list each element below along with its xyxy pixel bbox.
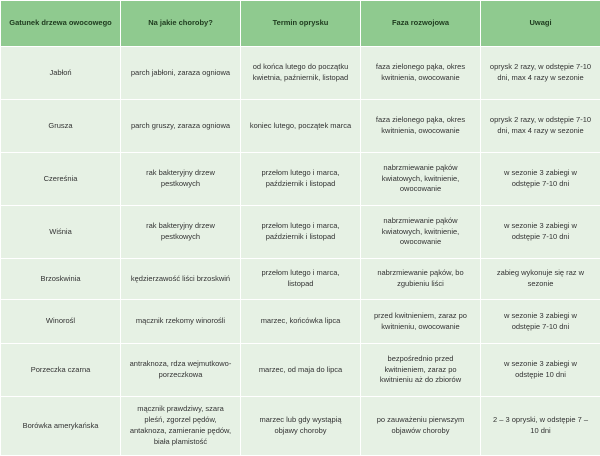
header-spray-timing: Termin oprysku: [241, 1, 361, 47]
cell-notes: w sezonie 3 zabiegi w odstępie 7-10 dni: [481, 206, 600, 259]
table-row: [1, 344, 600, 397]
cell-species: Borówka amerykańska: [1, 397, 121, 456]
cell-timing: koniec lutego, początek marca: [241, 100, 361, 153]
table-row: [1, 47, 600, 100]
cell-species: Czereśnia: [1, 153, 121, 206]
table-header: [1, 1, 600, 47]
cell-diseases: mącznik rzekomy winorośli: [121, 300, 241, 344]
cell-diseases: rak bakteryjny drzew pestkowych: [121, 153, 241, 206]
cell-phase: po zauważeniu pierwszym objawów choroby: [361, 397, 481, 456]
cell-diseases: parch jabłoni, zaraza ogniowa: [121, 47, 241, 100]
cell-notes: w sezonie 3 zabiegi w odstępie 7-10 dni: [481, 153, 600, 206]
cell-notes: w sezonie 3 zabiegi w odstępie 10 dni: [481, 344, 600, 397]
header-diseases: Na jakie choroby?: [121, 1, 241, 47]
cell-notes: oprysk 2 razy, w odstępie 7-10 dni, max 4 razy w sezonie: [481, 47, 600, 100]
cell-timing: marzec, końcówka lipca: [241, 300, 361, 344]
cell-diseases: antraknoza, rdza wejmutkowo-porzeczkowa: [121, 344, 241, 397]
cell-timing: od końca lutego do początku kwietnia, paźniernik, listopad: [241, 47, 361, 100]
header-row: [1, 1, 600, 47]
table-body: [1, 47, 600, 456]
cell-species: Brzoskwinia: [1, 259, 121, 300]
table-row: [1, 300, 600, 344]
table-row: [1, 397, 600, 456]
cell-diseases: kędzierzawość liści brzoskwiń: [121, 259, 241, 300]
header-tree-species: Gatunek drzewa owocowego: [1, 1, 121, 47]
table-row: [1, 206, 600, 259]
cell-species: Wiśnia: [1, 206, 121, 259]
cell-timing: marzec, od maja do lipca: [241, 344, 361, 397]
cell-species: Jabłoń: [1, 47, 121, 100]
table-row: [1, 259, 600, 300]
cell-diseases: mącznik prawdziwy, szara pleśń, zgorzel pędów, antaknoza, zamieranie pędów, biała plamistość: [121, 397, 241, 456]
cell-phase: nabrzmiewanie pąków kwiatowych, kwitnienie, owocowanie: [361, 153, 481, 206]
cell-species: Porzeczka czarna: [1, 344, 121, 397]
header-growth-phase: Faza rozwojowa: [361, 1, 481, 47]
cell-diseases: rak bakteryjny drzew pestkowych: [121, 206, 241, 259]
cell-notes: oprysk 2 razy, w odstępie 7-10 dni, max 4 razy w sezonie: [481, 100, 600, 153]
cell-species: Grusza: [1, 100, 121, 153]
cell-timing: przełom lutego i marca, listopad: [241, 259, 361, 300]
header-notes: Uwagi: [481, 1, 600, 47]
table-row: [1, 153, 600, 206]
cell-timing: przełom lutego i marca, październik i listopad: [241, 206, 361, 259]
cell-timing: przełom lutego i marca, październik i listopad: [241, 153, 361, 206]
cell-diseases: parch gruszy, zaraza ogniowa: [121, 100, 241, 153]
cell-phase: nabrzmiewanie pąków kwiatowych, kwitnienie, owocowanie: [361, 206, 481, 259]
cell-notes: 2 – 3 opryski, w odstępie 7 – 10 dni: [481, 397, 600, 456]
table-row: [1, 100, 600, 153]
cell-phase: bezpośrednio przed kwitnieniem, zaraz po kwitnieniu aż do zbiorów: [361, 344, 481, 397]
cell-phase: faza zielonego pąka, okres kwitnienia, owocowanie: [361, 100, 481, 153]
cell-notes: w sezonie 3 zabiegi w odstępie 7-10 dni: [481, 300, 600, 344]
cell-species: Winorośl: [1, 300, 121, 344]
cell-phase: nabrzmiewanie pąków, bo zgubieniu liści: [361, 259, 481, 300]
cell-timing: marzec lub gdy wystąpią objawy choroby: [241, 397, 361, 456]
cell-notes: zabieg wykonuje się raz w sezonie: [481, 259, 600, 300]
cell-phase: faza zielonego pąka, okres kwitnienia, owocowanie: [361, 47, 481, 100]
cell-phase: przed kwitnieniem, zaraz po kwitnieniu, owocowanie: [361, 300, 481, 344]
